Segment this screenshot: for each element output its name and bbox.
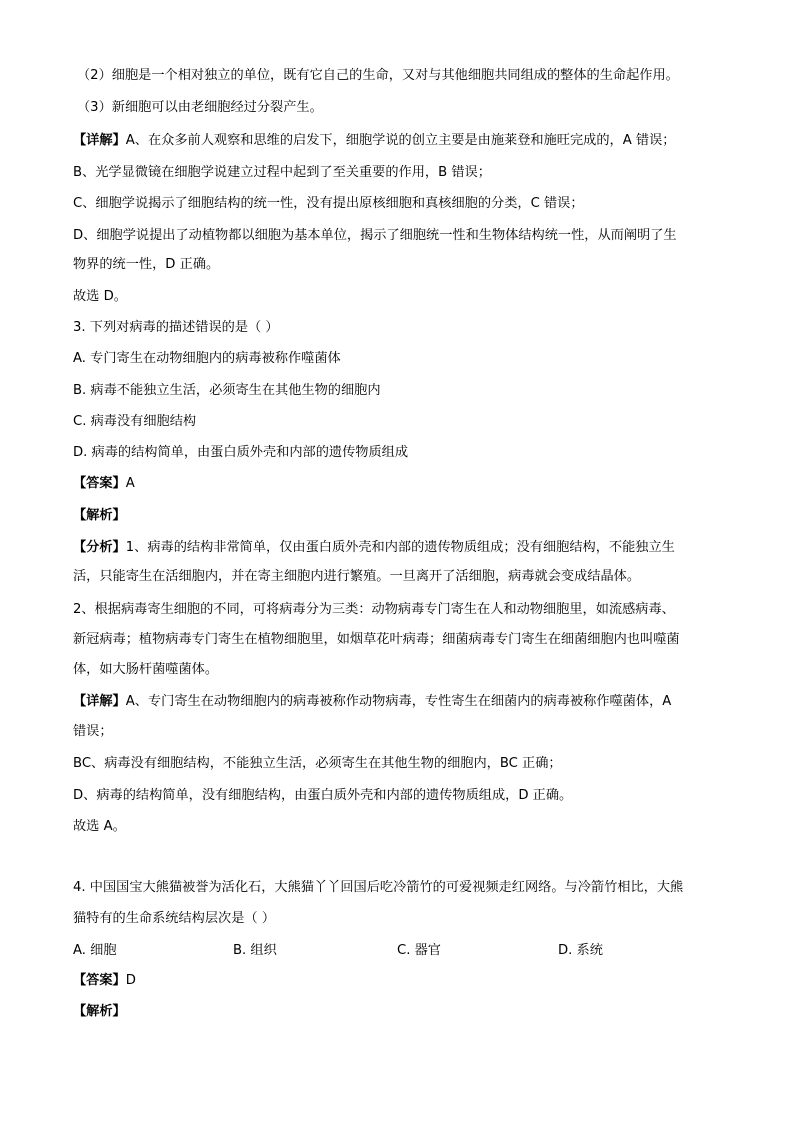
answer-tag: 【答案】 [73, 476, 126, 491]
text-line: 猫特有的生命系统结构层次是（ ） [73, 911, 276, 926]
detail-text: A、在众多前人观察和思维的启发下，细胞学说的创立主要是由施莱登和施旺完成的，A 错误； [125, 133, 676, 148]
detail-line [73, 692, 754, 712]
text-line: D、细胞学说提出了动植物都以细胞为基本单位，揭示了细胞统一性和生物体结构统一性，从而阐明了生 [73, 228, 677, 243]
text-line: 故选 A。 [73, 819, 126, 834]
detail-line [73, 131, 754, 151]
text-line: 错误； [73, 724, 113, 739]
text-line: 物界的统一性，D 正确。 [73, 257, 220, 272]
option-d: D. 病毒的结构简单，由蛋白质外壳和内部的遗传物质组成 [73, 445, 409, 460]
answer-line [73, 474, 754, 494]
text-line: 新冠病毒；植物病毒专门寄生在植物细胞里，如烟草花叶病毒；细菌病毒专门寄生在细菌细胞内也叫噬菌 [73, 632, 680, 647]
option-d: D. 系统 [558, 943, 603, 958]
text-line: （2）细胞是一个相对独立的单位，既有它自己的生命，又对与其他细胞共同组成的整体的生命起作用。 [77, 68, 679, 83]
text-line: 2、根据病毒寄生细胞的不同，可将病毒分为三类：动物病毒专门寄生在人和动物细胞里，如流感病毒、 [73, 602, 675, 617]
detail-tag: 【详解】 [73, 694, 126, 709]
text-line: D、病毒的结构简单，没有细胞结构，由蛋白质外壳和内部的遗传物质组成，D 正确。 [73, 788, 573, 803]
option-b: B. 组织 [233, 943, 277, 958]
text-line: 活，只能寄生在活细胞内，并在寄主细胞内进行繁殖。一旦离开了活细胞，病毒就会变成结晶体。 [73, 569, 641, 584]
analysis-tag: 【解析】 [73, 508, 126, 523]
text-line: C、细胞学说揭示了细胞结构的统一性，没有提出原核细胞和真核细胞的分类，C 错误； [73, 196, 584, 211]
question-4-stem: 4. 中国国宝大熊猫被誉为活化石，大熊猫丫丫回国后吃冷箭竹的可爱视频走红网络。与冷箭竹相比，大熊 [73, 880, 684, 895]
analysis-line [73, 538, 754, 558]
text-line: B、光学显微镜在细胞学说建立过程中起到了至关重要的作用，B 错误； [73, 165, 491, 180]
option-c: C. 器官 [397, 943, 441, 958]
question-3-stem: 3. 下列对病毒的描述错误的是（ ） [73, 320, 279, 335]
option-b: B. 病毒不能独立生活，必须寄生在其他生物的细胞内 [73, 383, 381, 398]
analysis-text: 1、病毒的结构非常简单，仅由蛋白质外壳和内部的遗传物质组成；没有细胞结构，不能独立生 [125, 540, 675, 555]
option-a: A. 专门寄生在动物细胞内的病毒被称作噬菌体 [73, 351, 341, 366]
analysis-tag: 【解析】 [73, 1004, 126, 1019]
analysis-heading [73, 1002, 754, 1022]
text-line: BC、病毒没有细胞结构，不能独立生活，必须寄生在其他生物的细胞内，BC 正确； [73, 756, 562, 771]
text-line: 故选 D。 [73, 289, 127, 304]
answer-value: D [125, 973, 136, 988]
detail-tag: 【详解】 [73, 133, 126, 148]
option-c: C. 病毒没有细胞结构 [73, 414, 197, 429]
answer-line [73, 971, 754, 991]
analysis-heading [73, 506, 754, 526]
answer-value: A [125, 476, 135, 491]
text-line: 体，如大肠杆菌噬菌体。 [73, 662, 219, 677]
answer-tag: 【答案】 [73, 973, 126, 988]
text-line: （3）新细胞可以由老细胞经过分裂产生。 [77, 100, 323, 115]
analysis-sub-tag: 【分析】 [73, 540, 126, 555]
detail-text: A、专门寄生在动物细胞内的病毒被称作动物病毒，专性寄生在细菌内的病毒被称作噬菌体，A [125, 694, 672, 709]
option-a: A. 细胞 [73, 943, 117, 958]
